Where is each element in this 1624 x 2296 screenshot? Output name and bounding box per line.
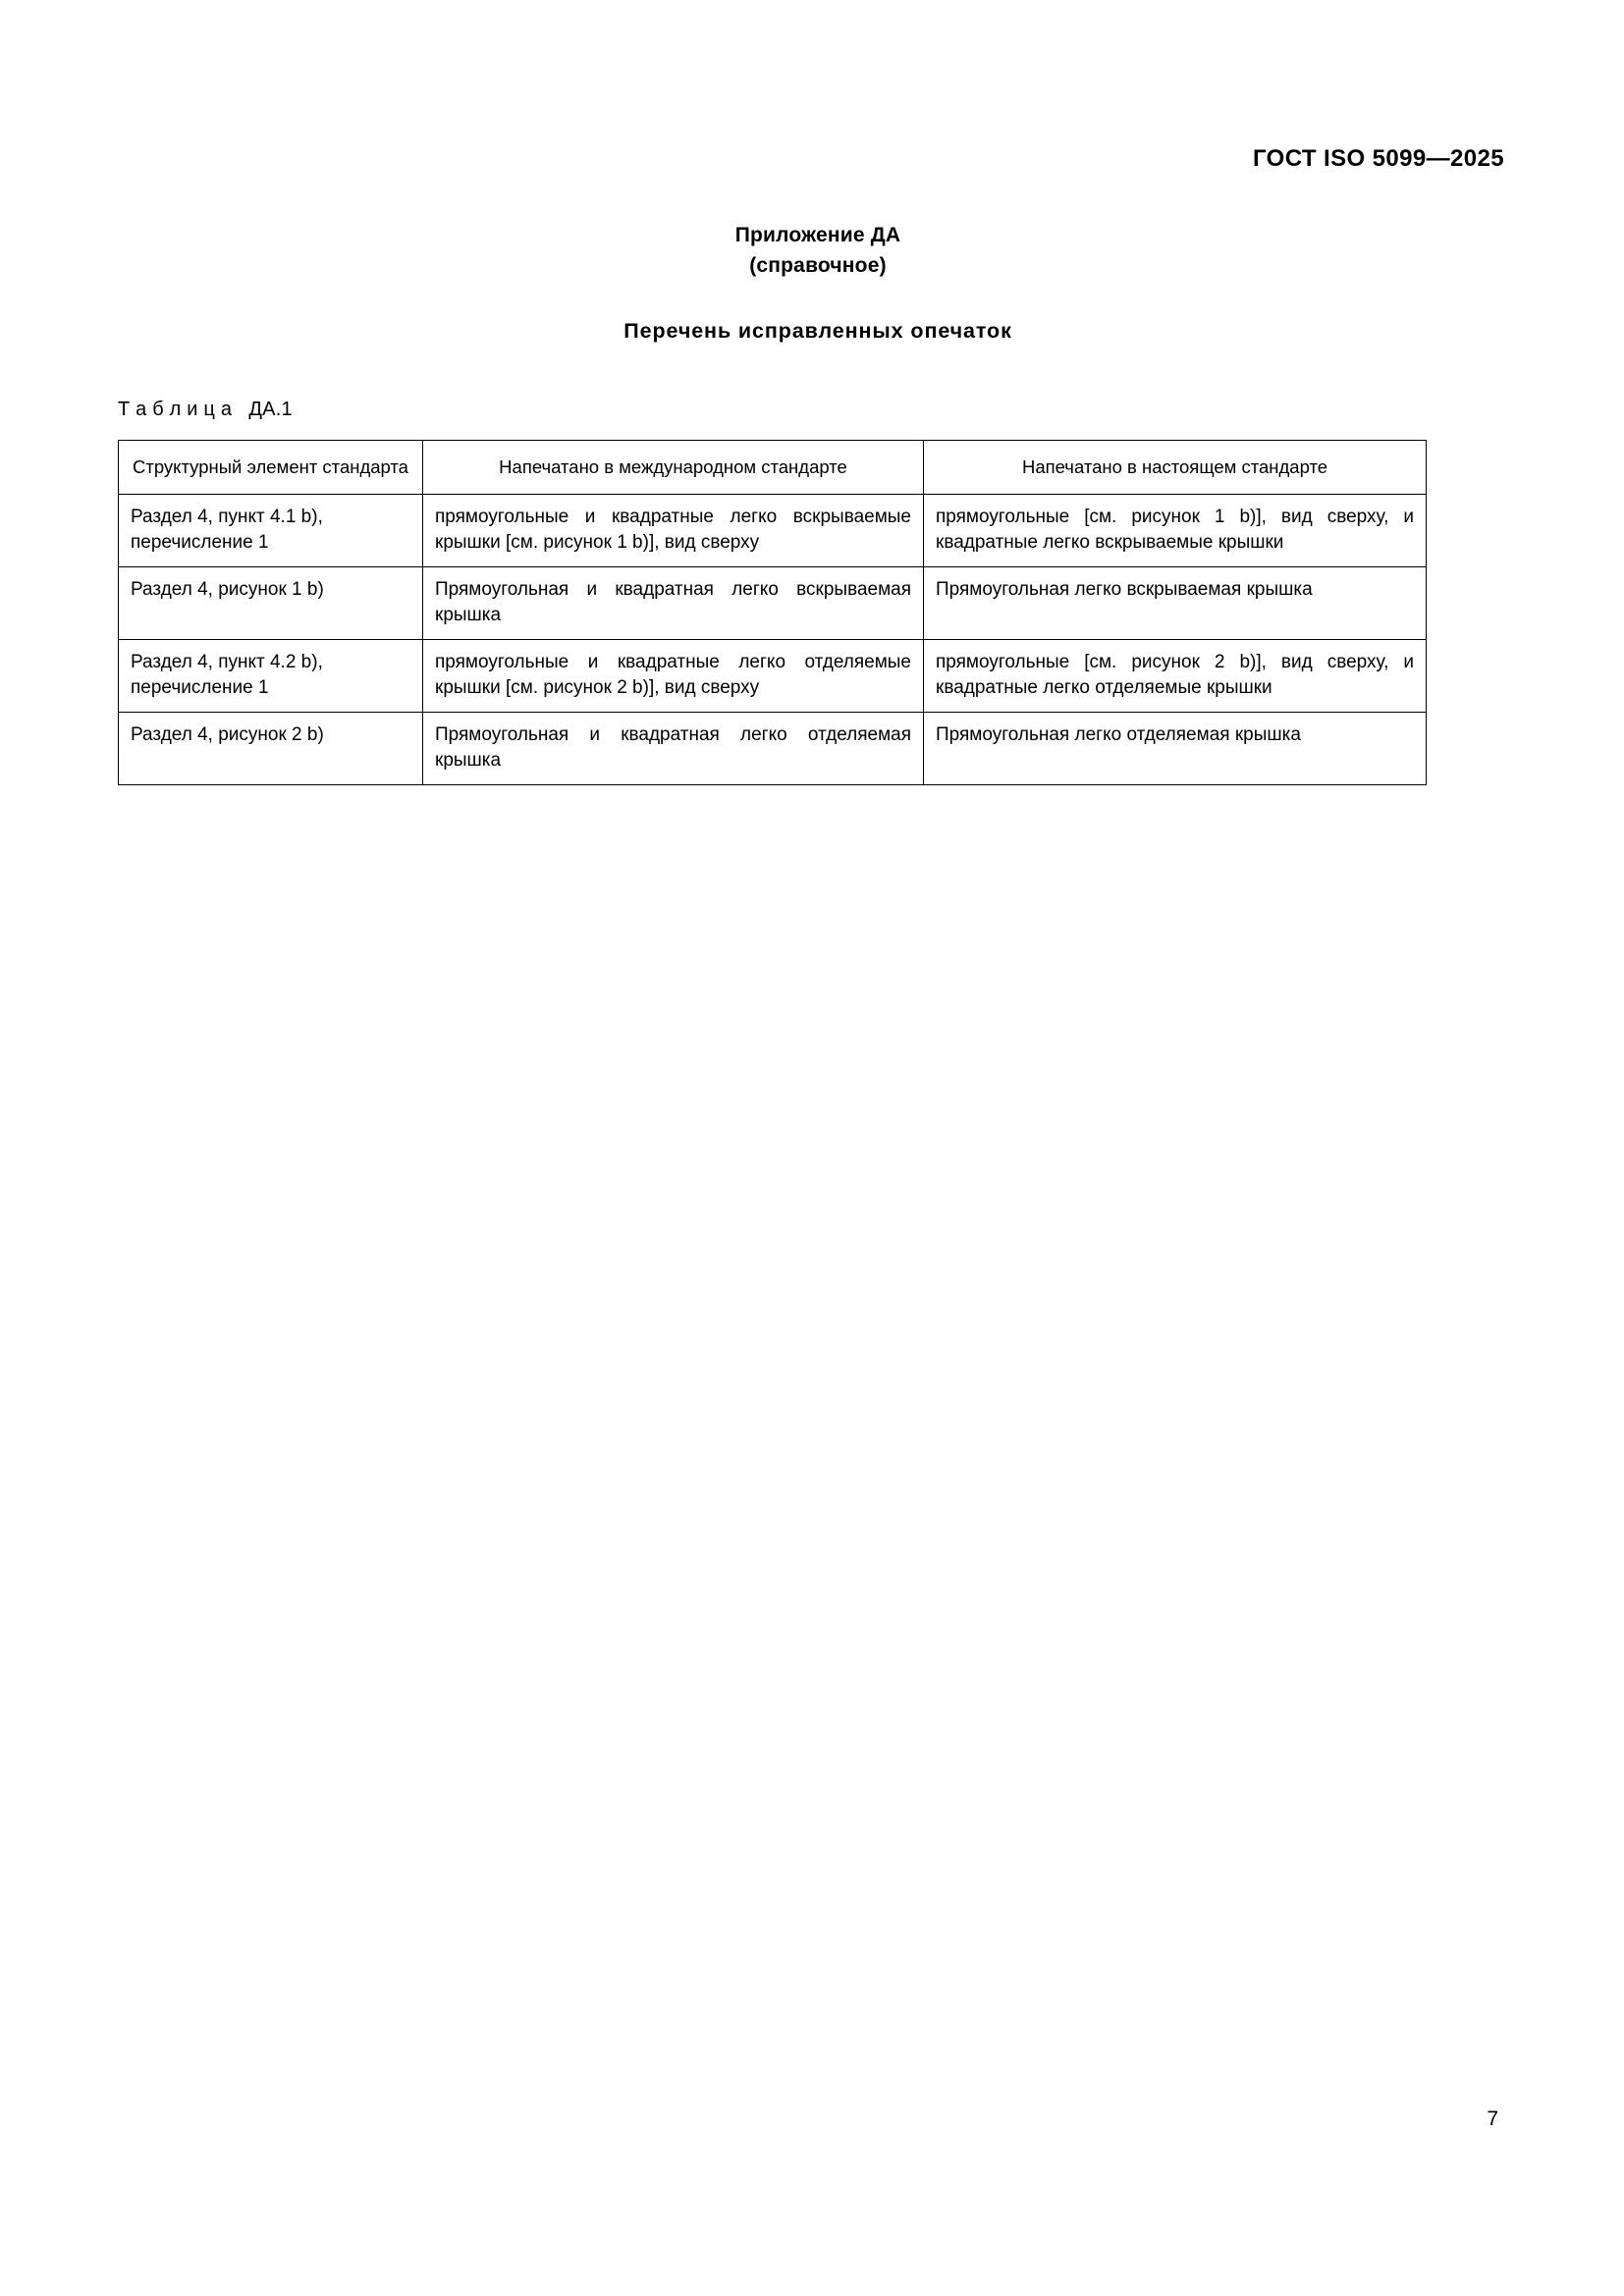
cell-structural-element: Раздел 4, пункт 4.2 b), перечисление 1 [119,640,423,713]
table-row [119,713,1427,785]
table-row [119,567,1427,640]
cell-printed-current: прямоугольные [см. рисунок 2 b)], вид сверху, и квадратные легко отделяемые крышки [924,640,1427,713]
table-row [119,640,1427,713]
cell-structural-element: Раздел 4, пункт 4.1 b), перечисление 1 [119,495,423,567]
table-header-row [119,441,1427,495]
document-standard-reference: ГОСТ ISO 5099—2025 [1252,145,1504,172]
table-header-current: Напечатано в настоящем стандарте [924,441,1427,495]
errata-table-wrapper [118,440,1426,785]
cell-printed-international: Прямоугольная и квадратная легко вскрываемая крышка [423,567,924,640]
annex-title-line: Приложение ДА [734,224,901,246]
annex-title-block [0,220,1624,281]
cell-printed-current: Прямоугольная легко отделяемая крышка [924,713,1427,785]
page-number: 7 [1487,2108,1498,2130]
cell-structural-element: Раздел 4, рисунок 2 b) [119,713,423,785]
annex-heading: Перечень исправленных опечаток [623,319,1012,343]
cell-printed-international: Прямоугольная и квадратная легко отделяемая крышка [423,713,924,785]
cell-printed-international: прямоугольные и квадратные легко отделяемые крышки [см. рисунок 2 b)], вид сверху [423,640,924,713]
table-header-international: Напечатано в международном стандарте [423,441,924,495]
table-caption: Т а б л и ц а ДА.1 [118,399,293,420]
annex-subtitle-line: (справочное) [749,254,887,277]
errata-table [118,440,1427,785]
table-row [119,495,1427,567]
table-header-element: Структурный элемент стандарта [119,441,423,495]
cell-printed-international: прямоугольные и квадратные легко вскрываемые крышки [см. рисунок 1 b)], вид сверху [423,495,924,567]
cell-structural-element: Раздел 4, рисунок 1 b) [119,567,423,640]
cell-printed-current: Прямоугольная легко вскрываемая крышка [924,567,1427,640]
cell-printed-current: прямоугольные [см. рисунок 1 b)], вид сверху, и квадратные легко вскрываемые крышки [924,495,1427,567]
